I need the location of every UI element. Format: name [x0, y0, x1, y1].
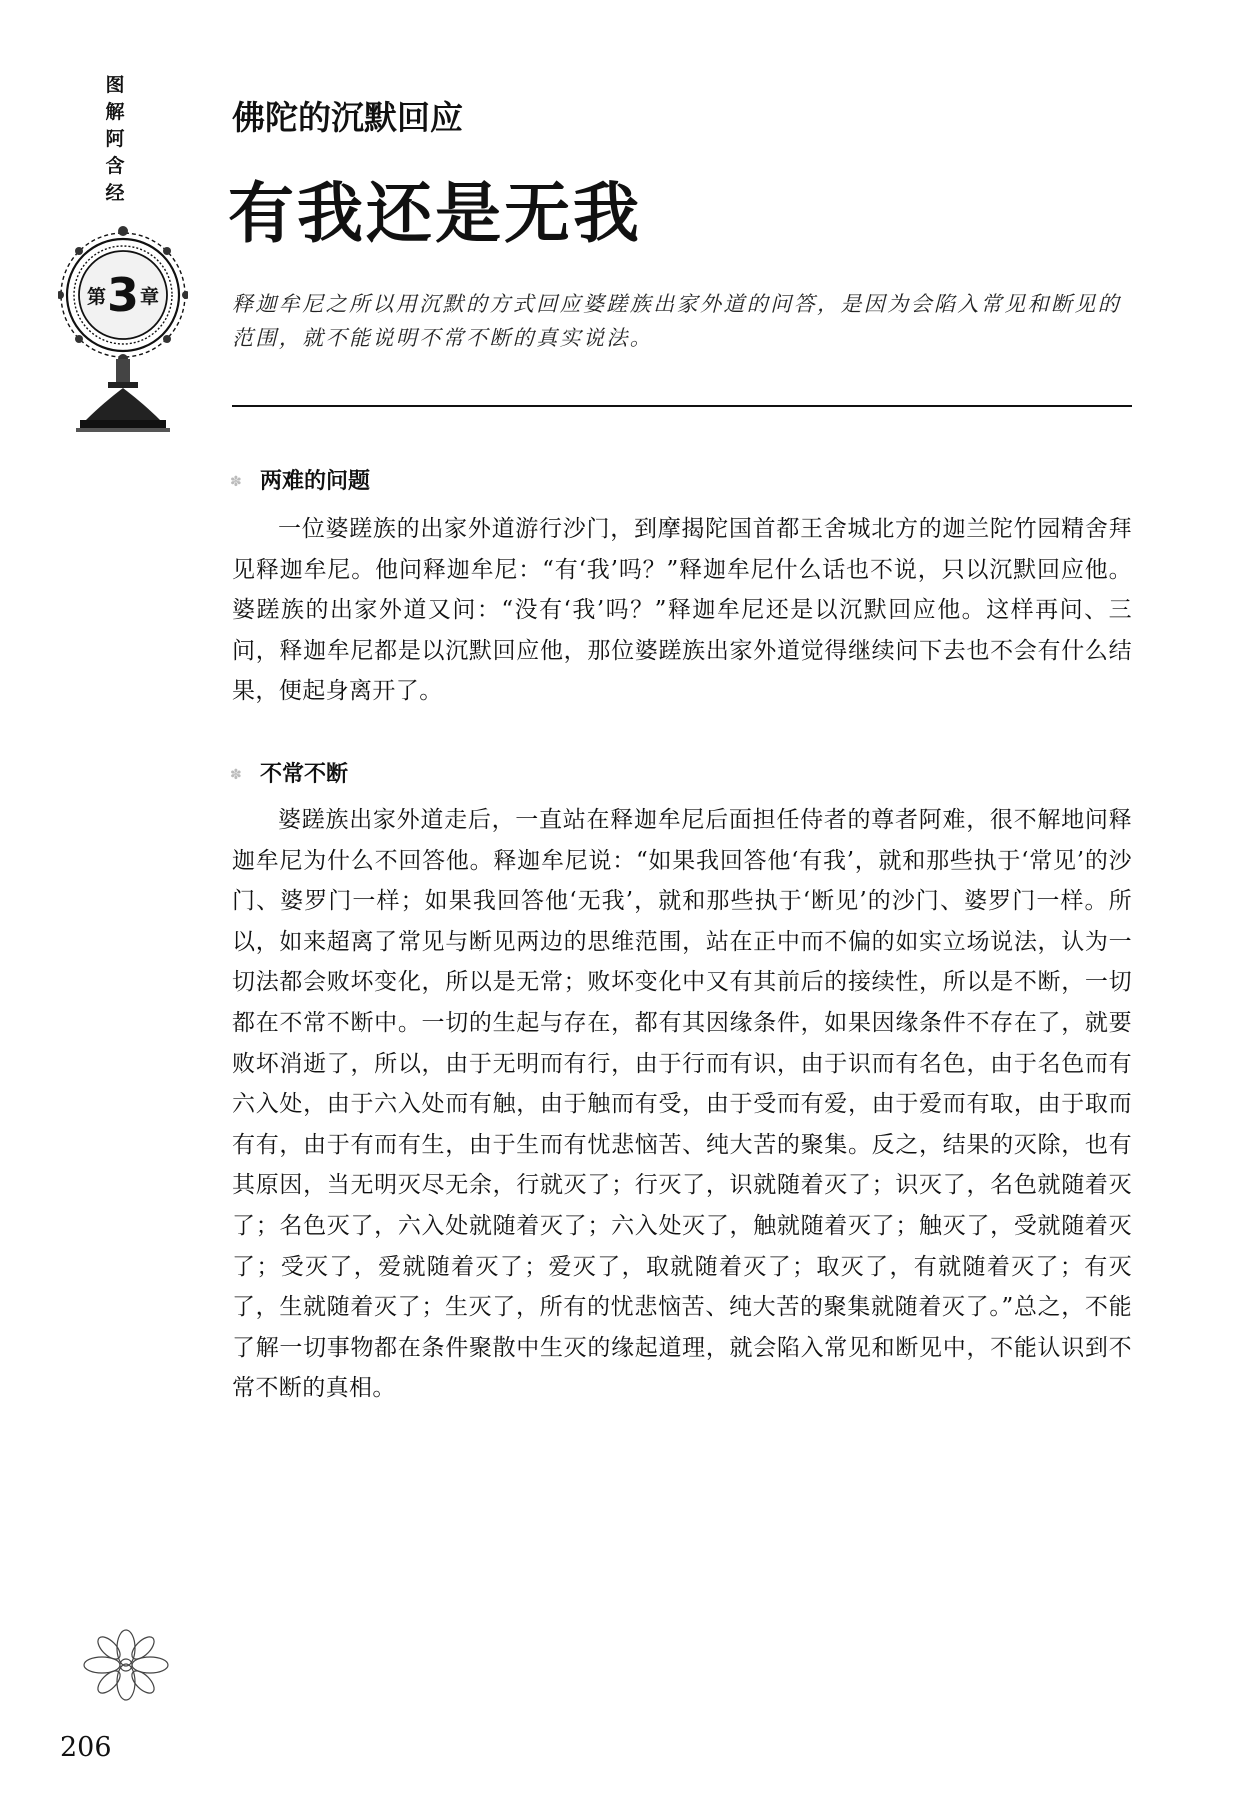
divider	[232, 405, 1132, 407]
series-title-char: 图	[105, 74, 125, 96]
section-heading-text: 不常不断	[260, 762, 349, 787]
series-title-char: 阿	[105, 128, 125, 150]
series-title-char: 含	[105, 155, 125, 177]
page-number: 206	[60, 1732, 112, 1763]
chapter-medallion	[58, 222, 188, 437]
summary-text: 释迦牟尼之所以用沉默的方式回应婆蹉族出家外道的问答，是因为会陷入常见和断见的范围，就不能说明不常不断的真实说法。	[232, 292, 1122, 350]
medallion-ornament-icon	[58, 222, 188, 437]
section-heading	[230, 464, 370, 495]
series-title-vertical	[100, 72, 130, 207]
section-heading-text: 两难的问题	[260, 469, 371, 494]
series-title-char: 经	[105, 182, 125, 204]
chapter-prefix: 第	[86, 285, 106, 308]
section-body: 一位婆蹉族的出家外道游行沙门，到摩揭陀国首都王舍城北方的迦兰陀竹园精舍拜见释迦牟尼。他问释迦牟尼：“有‘我’吗？”释迦牟尼什么话也不说，只以沉默回应他。婆蹉族的出家外道又问：“没有‘我’吗？”释迦牟尼还是以沉默回应他。这样再问、三问，释迦牟尼都是以沉默回应他，那位婆蹉族出家外道觉得继续问下去也不会有什么结果，便起身离开了。	[232, 516, 1132, 705]
page-title: 有我还是无我	[228, 174, 642, 252]
section-kicker: 佛陀的沉默回应	[232, 98, 463, 137]
section-body: 婆蹉族出家外道走后，一直站在释迦牟尼后面担任侍者的尊者阿难，很不解地问释迦牟尼为什么不回答他。释迦牟尼说：“如果我回答他‘有我’，就和那些执于‘常见’的沙门、婆罗门一样；如果我回答他‘无我’，就和那些执于‘断见’的沙门、婆罗门一样。所以，如来超离了常见与断见两边的思维范围，站在正中而不偏的如实立场说法，认为一切法都会败坏变化，所以是无常；败坏变化中又有其前后的接续性，所以是不断，一切都在不常不断中。一切的生起与存在，都有其因缘条件，如果因缘条件不存在了，就要败坏消逝了，所以，由于无明而有行，由于行而有识，由于识而有名色，由于名色而有六入处，由于六入处而有触，由于触而有受，由于受而有爱，由于爱而有取，由于取而有有，由于有而有生，由于生而有忧悲恼苦、纯大苦的聚集。反之，结果的灭除，也有其原因，当无明灭尽无余，行就灭了；行灭了，识就随着灭了；识灭了，名色就随着灭了；名色灭了，六入处就随着灭了；六入处灭了，触就随着灭了；触灭了，受就随着灭了；受灭了，爱就随着灭了；爱灭了，取就随着灭了；取灭了，有就随着灭了；有灭了，生就随着灭了；生灭了，所有的忧悲恼苦、纯大苦的聚集就随着灭了。”总之，不能了解一切事物都在条件聚散中生灭的缘起道理，就会陷入常见和断见中，不能认识到不常不断的真相。	[232, 807, 1132, 1402]
chapter-label	[58, 270, 188, 320]
heading-marker-icon: ✽	[230, 767, 242, 783]
chapter-number: 3	[106, 268, 139, 322]
heading-marker-icon: ✽	[230, 474, 242, 490]
series-title-char: 解	[105, 101, 125, 123]
lotus-flower-icon	[80, 1626, 172, 1704]
chapter-suffix: 章	[140, 285, 160, 308]
section-heading	[230, 757, 348, 788]
